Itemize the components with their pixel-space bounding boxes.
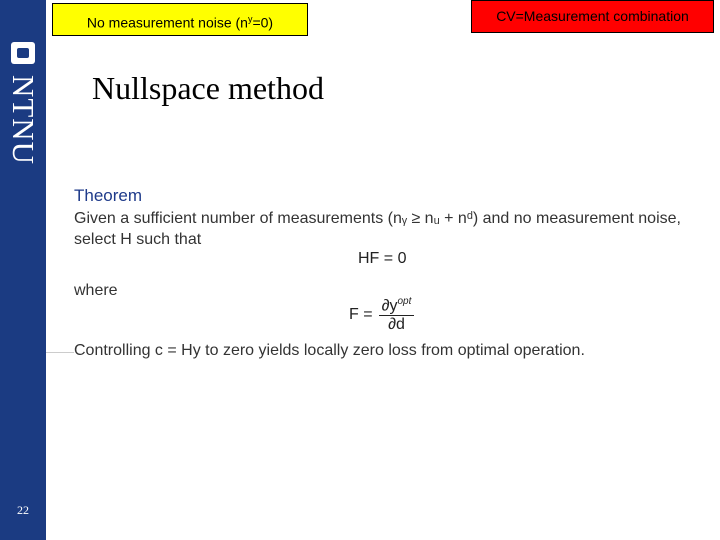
where-label: where <box>74 282 118 299</box>
logo-square-icon <box>11 42 35 64</box>
slide-number: 22 <box>17 503 29 517</box>
noise-tag-sup: y <box>247 14 253 24</box>
theorem-heading: Theorem <box>74 186 143 205</box>
logo-text: NTNU <box>6 74 42 166</box>
noise-tag-prefix: No measurement noise (n <box>86 14 248 31</box>
equation-f-definition <box>349 296 414 334</box>
sidebar <box>0 0 46 540</box>
equation-f-lhs: F = <box>349 306 373 324</box>
divider <box>46 352 74 353</box>
fraction-denominator: ∂d <box>388 316 405 334</box>
slide-title: Nullspace method <box>92 70 324 106</box>
fraction <box>379 296 415 334</box>
numerator-sup: opt <box>397 296 412 307</box>
fraction-numerator <box>379 296 415 316</box>
numerator-text: ∂y <box>381 297 398 315</box>
cv-tag: CV=Measurement combination <box>471 0 714 33</box>
ntnu-logo <box>0 68 46 172</box>
theorem-text: Given a sufficient number of measurements (nᵧ ≥ nᵤ + nᵈ) and no measurement noise, select H such that <box>74 210 681 248</box>
controlling-statement: Controlling c = Hy to zero yields locally zero loss from optimal operation. <box>74 342 585 359</box>
equation-hf-zero: HF = 0 <box>358 250 407 267</box>
noise-tag <box>52 3 308 36</box>
noise-tag-suffix: =0) <box>252 14 274 31</box>
